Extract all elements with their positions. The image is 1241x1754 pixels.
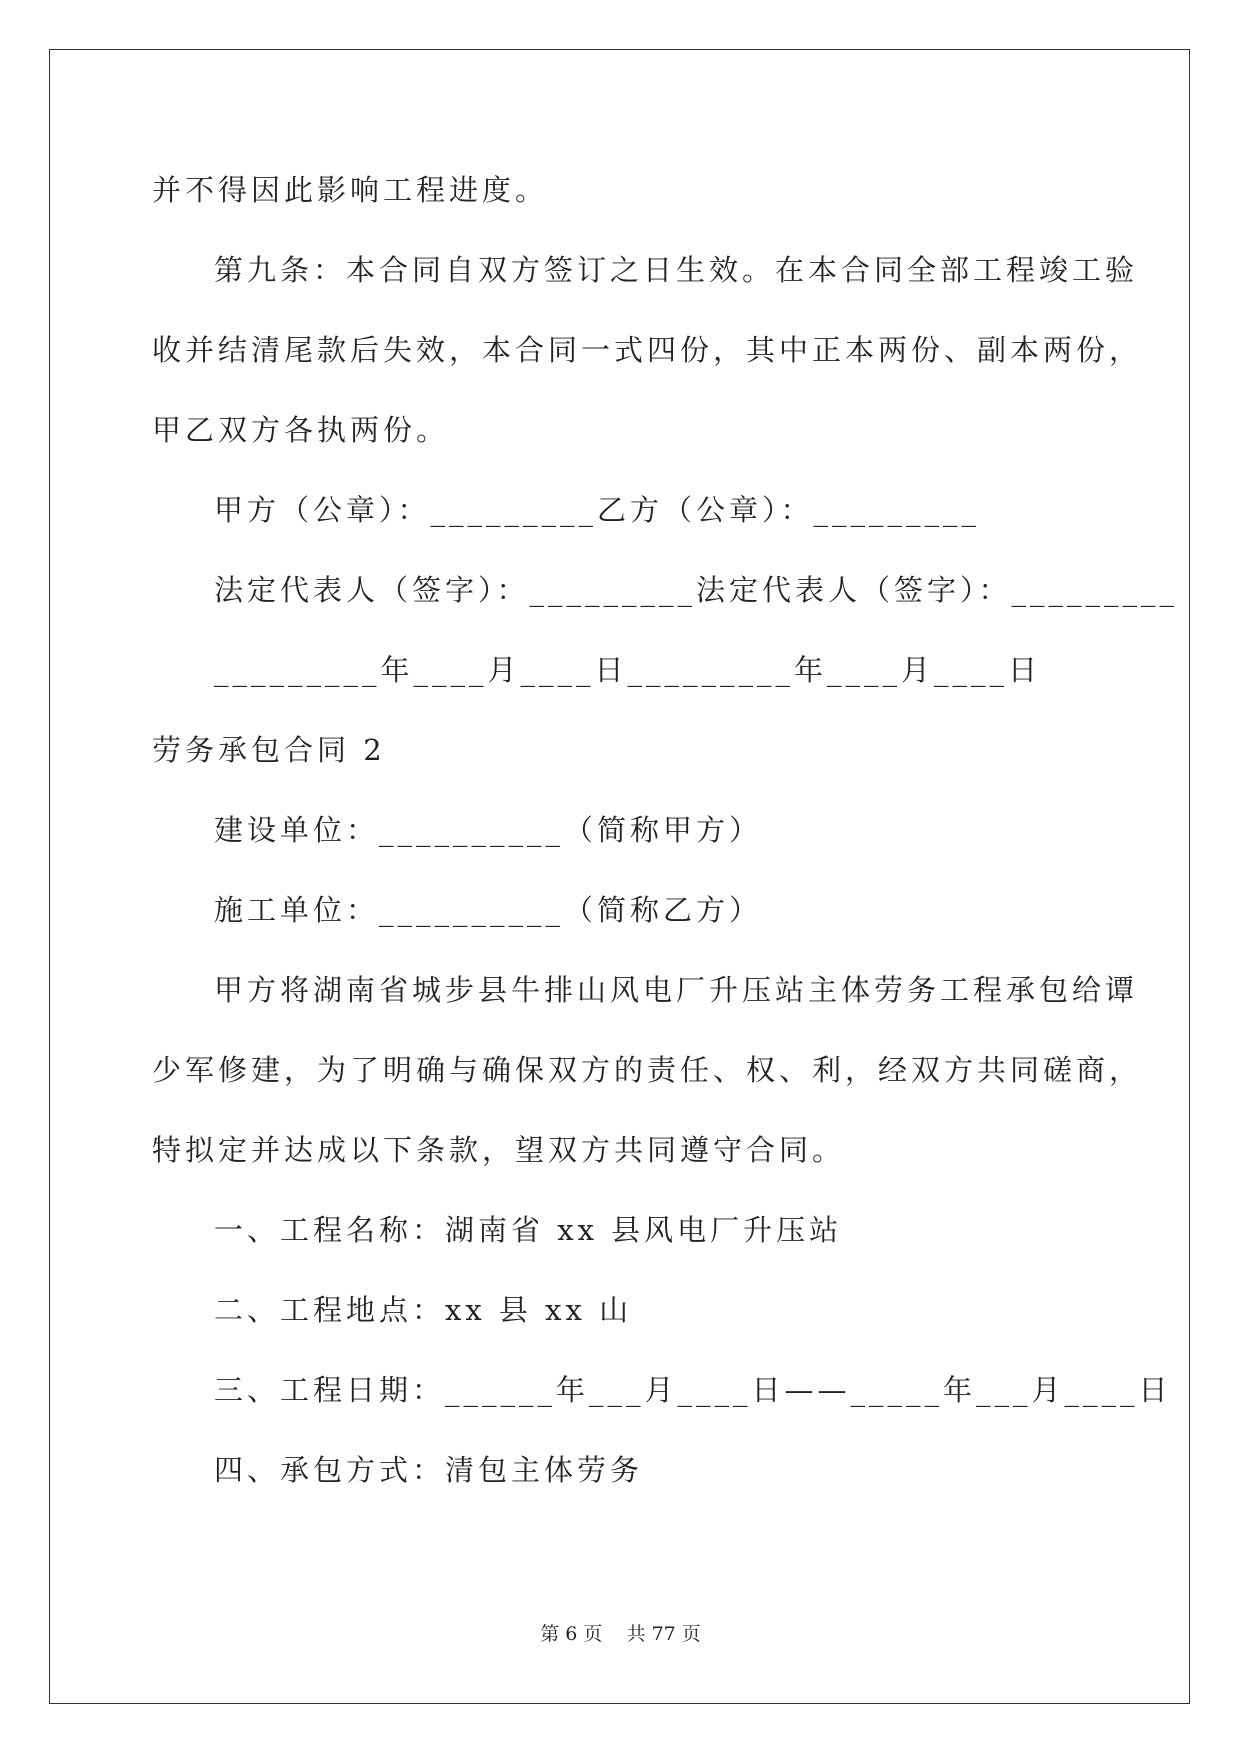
paragraph-line: 甲乙双方各执两份。	[152, 413, 450, 447]
contract-method-line: 四、承包方式：清包主体劳务	[214, 1453, 644, 1487]
project-name-line: 一、工程名称：湖南省 xx 县风电厂升压站	[214, 1213, 843, 1247]
representative-signature-line: 法定代表人（签字）：_________法定代表人（签字）：_________	[214, 573, 1179, 607]
paragraph-line: 少军修建，为了明确与确保双方的责任、权、利，经双方共同磋商，	[152, 1053, 1143, 1087]
date-signature-line: _________年____月____日_________年____月____日	[214, 653, 1042, 687]
paragraph-line: 收并结清尾款后失效，本合同一式四份，其中正本两份、副本两份，	[152, 333, 1143, 367]
page-number-footer: 第 6 页 共 77 页	[540, 1623, 701, 1645]
article-nine-line: 第九条：本合同自双方签订之日生效。在本合同全部工程竣工验	[214, 253, 1139, 287]
project-dates-line: 三、工程日期：______年___月____日——_____年___月____日	[214, 1373, 1172, 1407]
construction-unit-line: 建设单位：__________（简称甲方）	[214, 813, 763, 847]
paragraph-line: 甲方将湖南省城步县牛排山风电厂升压站主体劳务工程承包给谭	[214, 973, 1139, 1007]
project-location-line: 二、工程地点：xx 县 xx 山	[214, 1293, 633, 1327]
section-heading: 劳务承包合同 2	[152, 733, 386, 767]
paragraph-line: 并不得因此影响工程进度。	[152, 173, 549, 207]
seal-signature-line: 甲方（公章）：_________乙方（公章）：_________	[214, 493, 981, 527]
paragraph-line: 特拟定并达成以下条款，望双方共同遵守合同。	[152, 1133, 846, 1167]
contractor-unit-line: 施工单位：__________（简称乙方）	[214, 893, 763, 927]
